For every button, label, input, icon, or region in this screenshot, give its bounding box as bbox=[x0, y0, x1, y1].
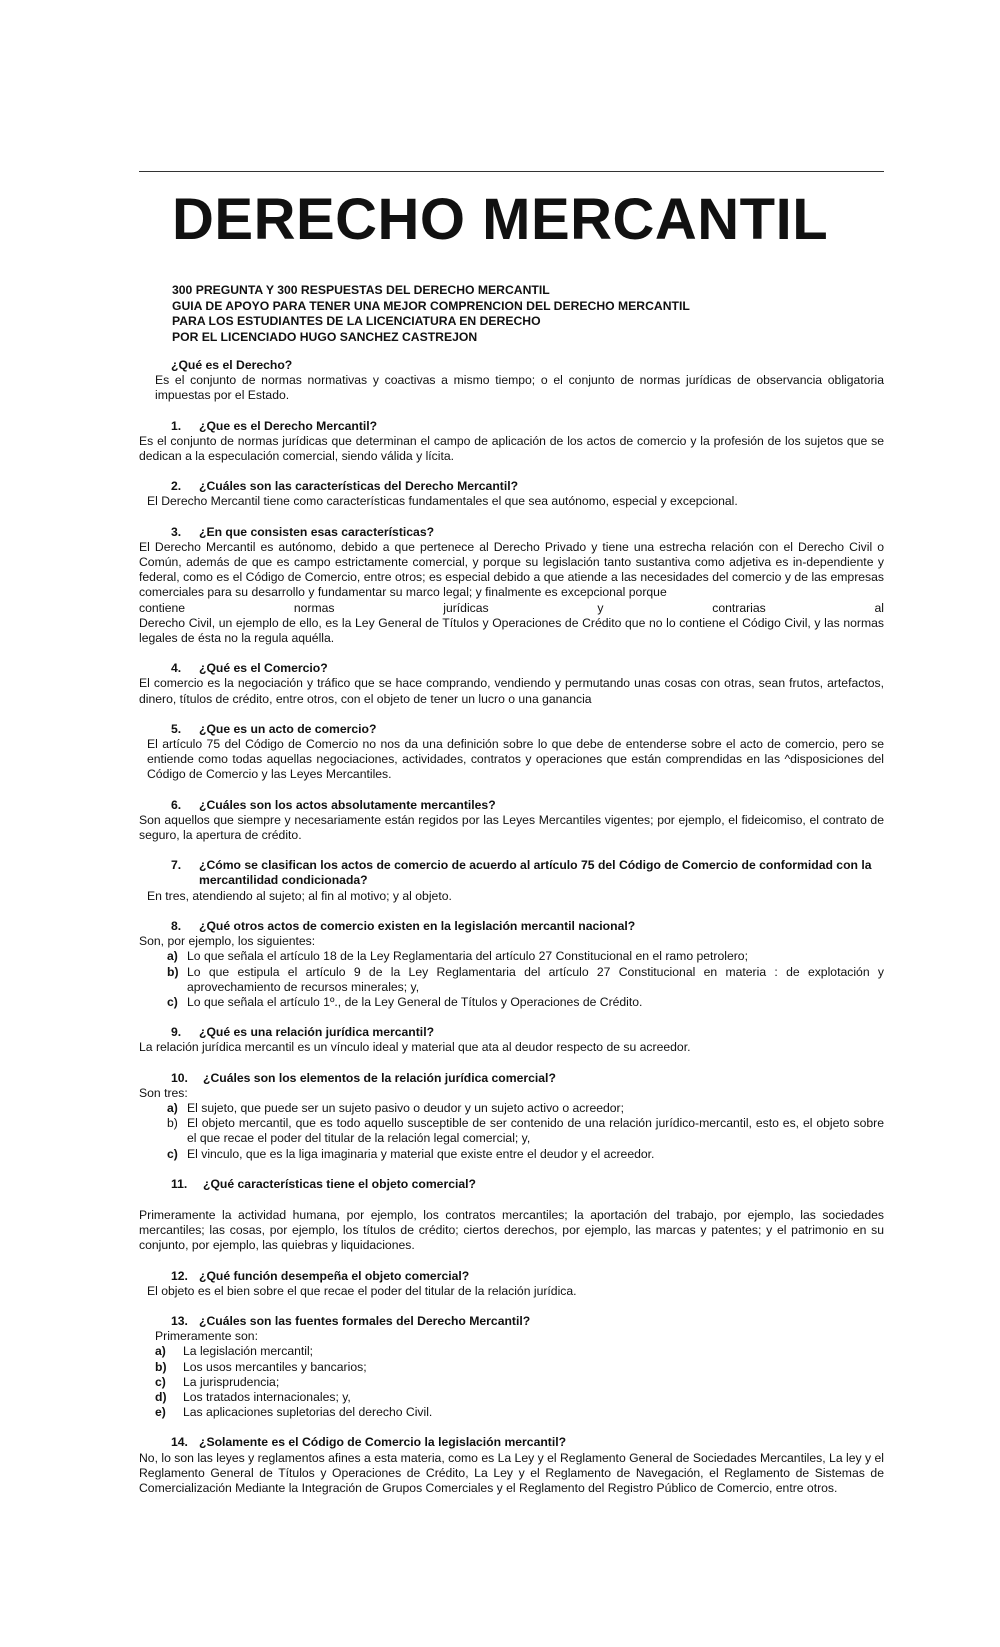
question-heading bbox=[139, 798, 884, 813]
answer-text: Derecho Civil, un ejemplo de ello, es la Ley General de Títulos y Operaciones de Crédito que no lo contiene el Código Civil, y las normas legales de ésta no la regula aquélla. bbox=[139, 615, 884, 646]
list-item bbox=[139, 1101, 884, 1116]
answer-text: Es el conjunto de normas jurídicas que determinan el campo de aplicación de los actos de comercio y la profesión de los sujetos que se dedican a la especulación comercial, siendo válida y lícita. bbox=[139, 433, 884, 464]
question-text: ¿Cuáles son las características del Derecho Mercantil? bbox=[199, 479, 519, 494]
list-item bbox=[139, 1390, 884, 1405]
list-item bbox=[139, 995, 884, 1010]
question-heading bbox=[139, 1314, 884, 1329]
question-text: ¿Cuáles son los elementos de la relación jurídica comercial? bbox=[203, 1070, 556, 1085]
question-heading: ¿Qué es el Derecho? bbox=[171, 358, 293, 372]
answer-text: Son aquellos que siempre y necesariamente están regidos por las Leyes Mercantiles vigentes; por ejemplo, el fideicomiso, el contrato de seguro, la apertura de crédito. bbox=[139, 812, 884, 843]
question-number: 7. bbox=[171, 858, 182, 873]
list-text: La jurisprudencia; bbox=[183, 1374, 280, 1389]
list-key: c) bbox=[155, 1374, 166, 1389]
list-key: d) bbox=[155, 1389, 167, 1404]
question-text: ¿Cuáles son las fuentes formales del Derecho Mercantil? bbox=[199, 1313, 531, 1328]
question-heading bbox=[139, 419, 884, 434]
list-text: Las aplicaciones supletorias del derecho Civil. bbox=[183, 1405, 433, 1420]
top-rule bbox=[139, 171, 884, 172]
list-text: El sujeto, que puede ser un sujeto pasivo o deudor y un sujeto activo o acreedor; bbox=[187, 1100, 625, 1115]
question-text: ¿Qué es el Comercio? bbox=[199, 661, 328, 676]
question-heading bbox=[139, 1435, 884, 1450]
question-heading bbox=[139, 722, 884, 737]
list-text: Lo que estipula el artículo 9 de la Ley Reglamentaria del artículo 27 Constitucional en materia : de explotación y aprovechamiento de recursos minerales; y, bbox=[187, 964, 884, 994]
list-item bbox=[139, 1344, 884, 1359]
question-number: 9. bbox=[171, 1025, 182, 1040]
question-heading bbox=[139, 1177, 884, 1192]
question-heading bbox=[139, 661, 884, 676]
question-number: 2. bbox=[171, 479, 182, 494]
question-heading bbox=[139, 919, 884, 934]
answer-text: El objeto es el bien sobre el que recae el poder del titular de la relación jurídica. bbox=[147, 1283, 577, 1298]
answer-intro: Son tres: bbox=[139, 1085, 188, 1100]
question-text: ¿Qué otros actos de comercio existen en la legislación mercantil nacional? bbox=[199, 918, 636, 933]
question-number: 6. bbox=[171, 797, 182, 812]
question-heading bbox=[139, 525, 884, 540]
question-text: ¿Solamente es el Código de Comercio la legislación mercantil? bbox=[199, 1435, 567, 1450]
list-text: Lo que señala el artículo 18 de la Ley Reglamentaria del artículo 27 Constitucional en el ramo petrolero; bbox=[187, 949, 748, 964]
question-heading bbox=[139, 1071, 884, 1086]
question-text: ¿Cómo se clasifican los actos de comercio de acuerdo al artículo 75 del Código de Comercio de conformidad con la mercantilidad condicionada? bbox=[199, 858, 872, 888]
subtitle-line: POR EL LICENCIADO HUGO SANCHEZ CASTREJON bbox=[172, 329, 478, 344]
list-item bbox=[139, 1360, 884, 1375]
list-item bbox=[139, 949, 884, 964]
question-number: 5. bbox=[171, 721, 182, 736]
answer-intro: Primeramente son: bbox=[155, 1329, 258, 1344]
answer-text: En tres, atendiendo al sujeto; al fin al motivo; y al objeto. bbox=[147, 888, 452, 903]
list-key: a) bbox=[167, 949, 178, 964]
question-heading bbox=[139, 1269, 884, 1284]
question-heading bbox=[139, 858, 884, 888]
list-text: La legislación mercantil; bbox=[183, 1344, 314, 1359]
question-text: ¿Qué función desempeña el objeto comercial? bbox=[199, 1268, 470, 1283]
answer-text: No, lo son las leyes y reglamentos afines a esta materia, como es La Ley y el Reglamento General de Sociedades Mercantiles, La ley y el Reglamento General de Títulos y Operaciones de Crédito, La Ley y el Reglamento de Navegación, el Reglamento de Sistemas de Comercialización Mediante la Integración de Grupos Comerciales y el Reglamento del Registro Público de Comercio, entre otros. bbox=[139, 1450, 884, 1495]
question-heading bbox=[139, 479, 884, 494]
question-text: ¿Que es un acto de comercio? bbox=[199, 721, 377, 736]
question-number: 3. bbox=[171, 524, 182, 539]
list-item bbox=[139, 1116, 884, 1146]
list-item bbox=[139, 1375, 884, 1390]
question-text: ¿Qué es una relación jurídica mercantil? bbox=[199, 1025, 435, 1040]
list-text: Los usos mercantiles y bancarios; bbox=[183, 1359, 367, 1374]
list-key: a) bbox=[155, 1344, 166, 1359]
question-number: 12. bbox=[171, 1268, 188, 1283]
answer-text: contiene normas jurídicas y contrarias al bbox=[139, 600, 884, 615]
answer-text: El artículo 75 del Código de Comercio no nos da una definición sobre lo que debe de entenderse sobre el acto de comercio, pero se entiende como todas aquellas negociaciones, actividades, contratos y operaciones que están comprendidas en las ^disposiciones del Código de Comercio y las Leyes Mercantiles. bbox=[147, 737, 884, 782]
answer-text: El Derecho Mercantil tiene como características fundamentales el que sea autónomo, especial y excepcional. bbox=[147, 494, 738, 509]
list-item bbox=[139, 1405, 884, 1420]
list-key: b) bbox=[167, 964, 179, 979]
list-key: e) bbox=[155, 1405, 166, 1420]
answer-text: El Derecho Mercantil es autónomo, debido a que pertenece al Derecho Privado y tiene una estrecha relación con el Derecho Civil o Común, además de que es campo estrictamente comercial, y porque su legislación tanto sustantiva como adjetiva es in-dependiente y federal, como es el Código de Comercio, entre otros; es especial debido a que atiende a las necesidades del comercio y de las empresas comerciales para su desarrollo y fundamentar su marco legal; y finalmente es excepcional porque bbox=[139, 539, 884, 600]
question-number: 10. bbox=[171, 1070, 188, 1085]
list-text: El objeto mercantil, que es todo aquello susceptible de ser contenido de una relación jurídico-mercantil, esto es, el objeto sobre el que recae el poder del titular de la relación legal comercial; y, bbox=[187, 1116, 884, 1146]
subtitle-block bbox=[172, 283, 690, 345]
answer-text: Es el conjunto de normas normativas y coactivas a mismo tiempo; o el conjunto de normas jurídicas de observancia obligatoria impuestas por el Estado. bbox=[155, 373, 884, 403]
question-text: ¿Qué características tiene el objeto comercial? bbox=[203, 1176, 476, 1191]
list-text: Los tratados internacionales; y, bbox=[183, 1389, 351, 1404]
answer-text: Primeramente la actividad humana, por ejemplo, los contratos mercantiles; la aportación del trabajo, por ejemplo, las sociedades mercantiles; las cosas, por ejemplo, los títulos de crédito; ciertos derechos, por ejemplo, las marcas y patentes; y el patrimonio en su conjunto, por ejemplo, las quiebras y liquidaciones. bbox=[139, 1207, 884, 1253]
question-heading bbox=[139, 1025, 884, 1040]
list-text: El vinculo, que es la liga imaginaria y material que existe entre el deudor y el acreedor. bbox=[187, 1146, 655, 1161]
document-body bbox=[139, 358, 884, 1496]
answer-text: El comercio es la negociación y tráfico que se hace comprando, vendiendo y permutando unas cosas con otras, sean frutos, artefactos, dinero, títulos de crédito, entre otros, con el objeto de tener un lucro o una ganancia bbox=[139, 676, 884, 706]
question-text: ¿Cuáles son los actos absolutamente mercantiles? bbox=[199, 797, 496, 812]
list-key: c) bbox=[167, 994, 178, 1009]
answer-intro: Son, por ejemplo, los siguientes: bbox=[139, 934, 316, 949]
question-number: 11. bbox=[171, 1176, 188, 1191]
list-key: b) bbox=[155, 1359, 167, 1374]
subtitle-line: 300 PREGUNTA Y 300 RESPUESTAS DEL DERECHO MERCANTIL bbox=[172, 283, 550, 297]
list-key: a) bbox=[167, 1100, 178, 1115]
list-item bbox=[139, 965, 884, 995]
question-number: 8. bbox=[171, 918, 182, 933]
question-number: 14. bbox=[171, 1435, 188, 1450]
question-number: 13. bbox=[171, 1313, 188, 1328]
page-title: DERECHO MERCANTIL bbox=[172, 187, 829, 252]
list-key: b) bbox=[167, 1116, 178, 1131]
list-key: c) bbox=[167, 1146, 178, 1161]
list-text: Lo que señala el artículo 1º., de la Ley General de Títulos y Operaciones de Crédito. bbox=[187, 994, 643, 1009]
list-item bbox=[139, 1147, 884, 1162]
subtitle-line: PARA LOS ESTUDIANTES DE LA LICENCIATURA EN DERECHO bbox=[172, 314, 541, 329]
question-text: ¿En que consisten esas características? bbox=[199, 524, 435, 539]
answer-text: La relación jurídica mercantil es un vínculo ideal y material que ata al deudor respecto de su acreedor. bbox=[139, 1040, 691, 1055]
question-text: ¿Que es el Derecho Mercantil? bbox=[199, 418, 378, 433]
question-number: 1. bbox=[171, 418, 182, 433]
question-number: 4. bbox=[171, 661, 182, 676]
subtitle-line: GUIA DE APOYO PARA TENER UNA MEJOR COMPRENCION DEL DERECHO MERCANTIL bbox=[172, 298, 690, 313]
